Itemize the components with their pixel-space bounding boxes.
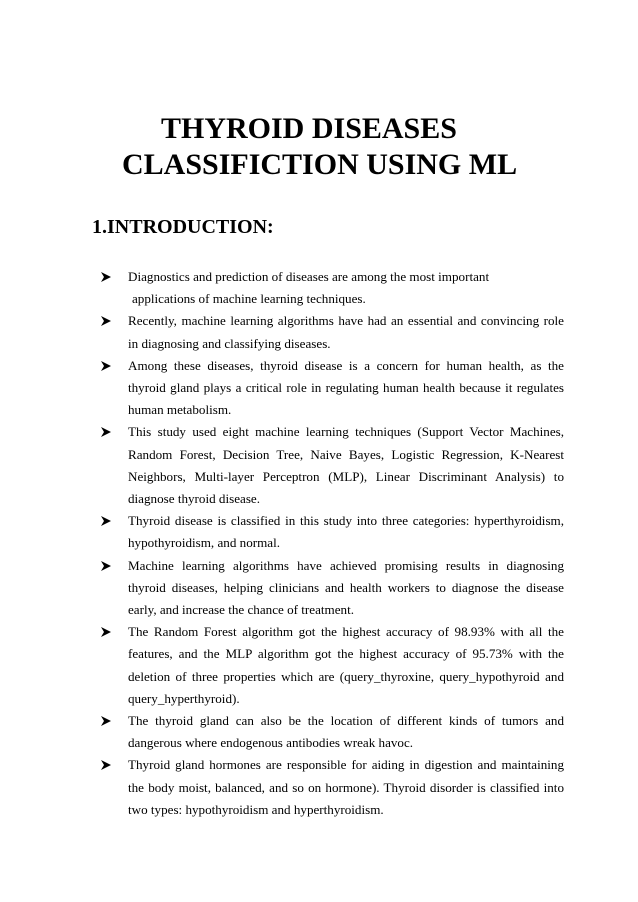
arrowhead-bullet-icon [100,759,112,771]
arrowhead-bullet-icon [100,271,112,283]
section-heading: 1.INTRODUCTION: [92,216,274,238]
arrowhead-bullet-icon [100,715,112,727]
bullet-item [100,754,564,821]
bullet-item [100,310,564,354]
bullet-list [100,266,564,821]
document-title-line-1: THYROID DISEASES [161,112,457,145]
document-title-line-2: CLASSIFICTION USING ML [122,148,518,181]
bullet-text-line-1: Diagnostics and prediction of diseases are among the most important [128,269,490,284]
bullet-text: Machine learning algorithms have achieved promising results in diagnosing thyroid diseases, helping clinicians and health workers to diagnose the disease early, and increase the chance of treatment. [128,557,564,618]
bullet-text: Recently, machine learning algorithms have had an essential and convincing role in diagnosing and classifying diseases. [128,313,564,351]
bullet-item [100,266,564,310]
arrowhead-bullet-icon [100,315,112,327]
arrowhead-bullet-icon [100,626,112,638]
bullet-text: Thyroid disease is classified in this study into three categories: hyperthyroidism, hypothyroidism, and normal. [128,513,564,551]
bullet-item [100,421,564,510]
bullet-item [100,710,564,754]
bullet-item [100,621,564,710]
arrowhead-bullet-icon [100,560,112,572]
arrowhead-bullet-icon [100,360,112,372]
bullet-text: The thyroid gland can also be the location of different kinds of tumors and dangerous where endogenous antibodies wreak havoc. [128,713,564,751]
bullet-text: This study used eight machine learning techniques (Support Vector Machines, Random Forest, Decision Tree, Naive Bayes, Logistic Regression, K-Nearest Neighbors, Multi-layer Perceptron (MLP), Linear Discriminant Analysis) to diagnose thyroid disease. [128,424,564,507]
bullet-item [100,555,564,622]
bullet-text: Among these diseases, thyroid disease is a concern for human health, as the thyroid gland plays a critical role in regulating human health because it regulates human metabolism. [128,357,564,418]
bullet-item [100,355,564,422]
arrowhead-bullet-icon [100,426,112,438]
bullet-text: The Random Forest algorithm got the highest accuracy of 98.93% with all the features, and the MLP algorithm got the highest accuracy of 95.73% with the deletion of three properties which are (query_thyroxine, query_hypothyroid and query_hyperthyroid). [128,624,564,706]
bullet-text-line-2: applications of machine learning techniques. [132,291,366,307]
bullet-text: Thyroid gland hormones are responsible for aiding in digestion and maintaining the body moist, balanced, and so on hormone). Thyroid disorder is classified into two types: hypothyroidism and hyperthyroidism. [128,757,564,817]
arrowhead-bullet-icon [100,515,112,527]
bullet-item [100,510,564,554]
